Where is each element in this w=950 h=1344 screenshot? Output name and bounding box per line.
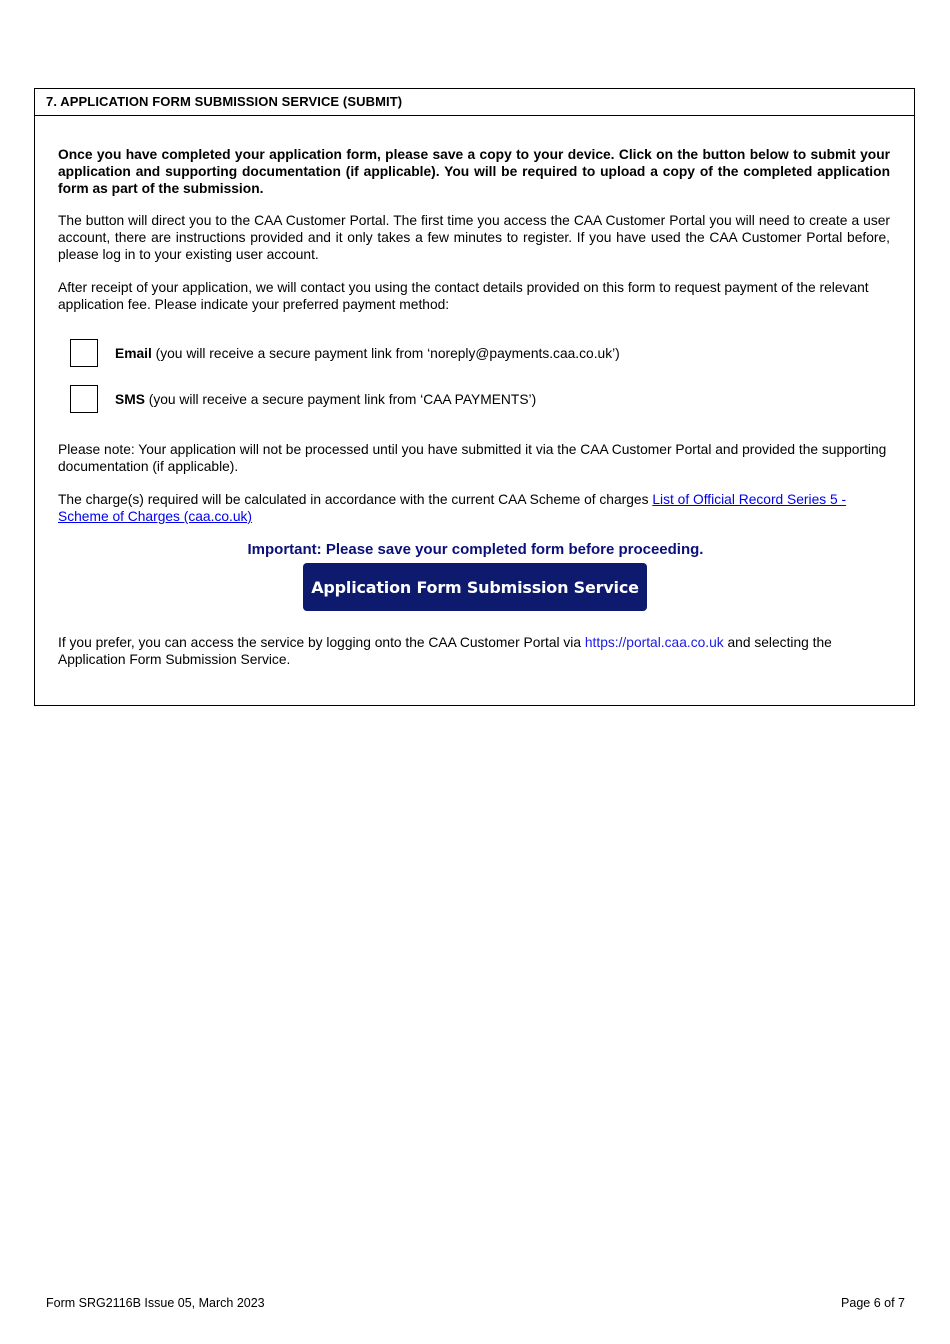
charges-paragraph xyxy=(58,491,858,525)
email-option-label: Email xyxy=(115,345,152,361)
charges-prefix: The charge(s) required will be calculated in accordance with the current CAA Scheme of charges xyxy=(58,492,653,507)
portal-info-paragraph: The button will direct you to the CAA Customer Portal. The first time you access the CAA Customer Portal you will need to create a user account, there are instructions provided and it only takes a few minutes to register. If you have used the CAA Customer Portal before, please log in to your existing user account. xyxy=(58,213,890,262)
customer-portal-link[interactable]: https://portal.caa.co.uk xyxy=(584,635,724,650)
sms-checkbox[interactable] xyxy=(70,385,98,413)
payment-info-text xyxy=(58,279,890,313)
portal-access-paragraph xyxy=(58,634,890,668)
payment-info-paragraph: After receipt of your application, we will contact you using the contact details provided on this form to request payment of the relevant application fee. Please indicate your preferred payment method: xyxy=(58,280,869,312)
footer-page-number: Page 6 of 7 xyxy=(841,1296,905,1310)
sms-option-label: SMS xyxy=(115,391,145,407)
footer-form-id: Form SRG2116B Issue 05, March 2023 xyxy=(46,1296,265,1310)
email-checkbox[interactable] xyxy=(70,339,98,367)
payment-option-email xyxy=(70,338,620,368)
portal-info-text xyxy=(58,212,890,263)
submission-section xyxy=(34,88,915,706)
sms-option-description: (you will receive a secure payment link from ‘CAA PAYMENTS’) xyxy=(144,391,537,407)
intro-paragraph: Once you have completed your application form, please save a copy to your device. Click on the button below to submit your application and supporting documentation (if applicable). You will be required to upload a copy of the completed application form as part of the submission. xyxy=(58,147,890,196)
charges-text xyxy=(58,491,890,525)
email-option-description: (you will receive a secure payment link from ‘noreply@payments.caa.co.uk’) xyxy=(151,345,620,361)
intro-text xyxy=(58,146,890,197)
email-option-text xyxy=(115,346,620,361)
note-text xyxy=(58,441,890,475)
portal-suffix: and selecting the Application Form Submission Service. xyxy=(58,635,832,667)
portal-access-text xyxy=(58,634,890,668)
payment-option-sms xyxy=(70,384,537,414)
sms-option-text xyxy=(115,392,536,407)
scheme-of-charges-link[interactable]: List of Official Record Series 5 - Scheme of Charges (caa.co.uk) xyxy=(58,492,847,524)
section-title: 7. APPLICATION FORM SUBMISSION SERVICE (SUBMIT) xyxy=(35,89,914,116)
application-form-submission-button[interactable]: Application Form Submission Service xyxy=(303,563,647,611)
note-paragraph: Please note: Your application will not be processed until you have submitted it via the CAA Customer Portal and provided the supporting documentation (if applicable). xyxy=(58,442,887,474)
portal-prefix: If you prefer, you can access the service by logging onto the CAA Customer Portal via xyxy=(58,635,585,650)
important-notice: Important: Please save your completed form before proceeding. xyxy=(247,541,704,558)
